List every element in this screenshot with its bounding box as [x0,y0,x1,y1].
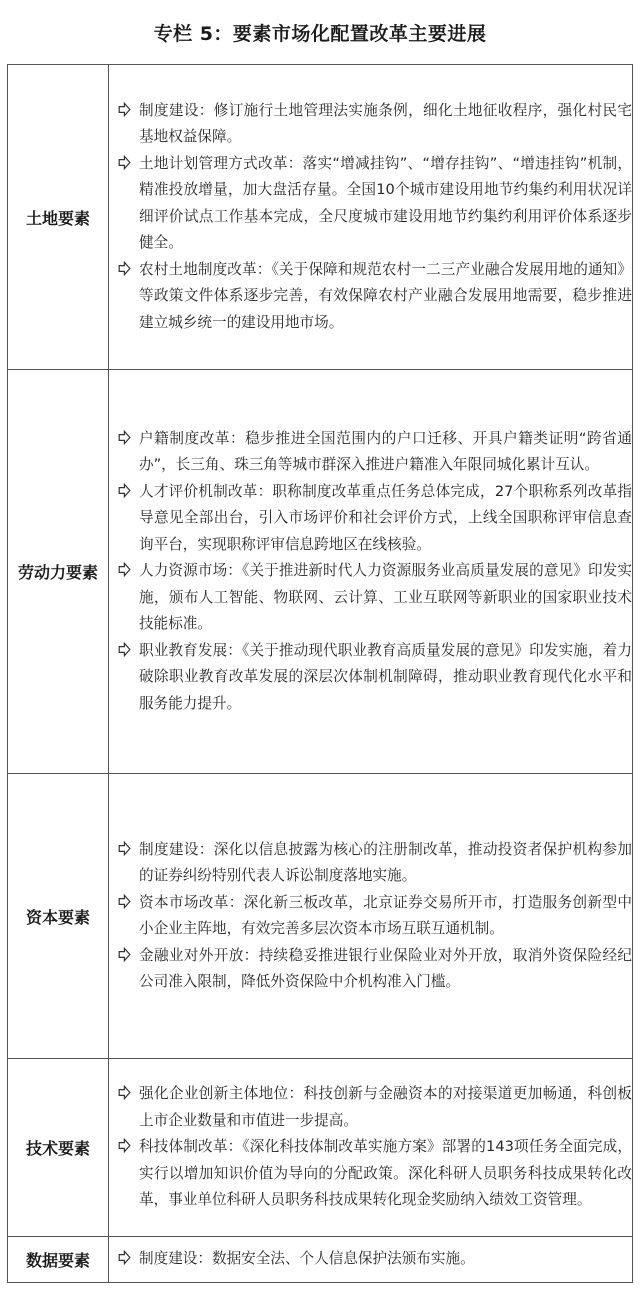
item-text: 金融业对外开放：持续稳妥推进银行业保险业对外开放，取消外资保险经纪公司准入限制，降低外资保险中介机构准入门槛。 [139,946,632,990]
hollow-right-arrow-icon [109,257,139,276]
item-text: 职业教育发展：《关于推动现代职业教育高质量发展的意见》印发实施，着力破除职业教育改革发展的深层次体制机制障碍，推动职业教育现代化水平和服务能力提升。 [139,641,632,712]
category-label: 数据要素 [8,1237,109,1283]
category-label: 技术要素 [8,1059,109,1237]
list-item [109,426,632,479]
hollow-right-arrow-icon [109,943,139,962]
item-text: 制度建设：深化以信息披露为核心的注册制改革，推动投资者保护机构参加的证券纠纷特别代表人诉讼制度落地实施。 [139,840,632,884]
hollow-right-arrow-icon [109,890,139,909]
hollow-right-arrow-icon [109,1246,139,1265]
category-label: 土地要素 [8,65,109,370]
item-text: 户籍制度改革：稳步推进全国范围内的户口迁移、开具户籍类证明“跨省通办”，长三角、珠三角等城市群深入推进户籍准入年限同城化累计互认。 [139,429,632,474]
item-list [109,370,633,774]
item-text: 人力资源市场：《关于推进新时代人力资源服务业高质量发展的意见》印发实施，颁布人工智能、物联网、云计算、工业互联网等新职业的国家职业技术技能标准。 [139,562,632,633]
hollow-right-arrow-icon [109,837,139,856]
item-list [109,774,633,1059]
hollow-right-arrow-icon [109,426,139,445]
item-text: 人才评价机制改革：职称制度改革重点任务总体完成，27个职称系列改革指导意见全部出台，引入市场评价和社会评价方式，上线全国职称评审信息查询平台，实现职称评审信息跨地区在线核验。 [139,482,632,553]
hollow-right-arrow-icon [109,151,139,170]
section-row [8,65,633,370]
list-item [109,479,632,559]
hollow-right-arrow-icon [109,638,139,657]
section-row [8,370,633,774]
section-row [8,774,633,1059]
page-title: 专栏 5：要素市场化配置改革主要进展 [153,23,487,45]
list-item [109,1134,632,1214]
item-text: 土地计划管理方式改革：落实“增减挂钩”、“增存挂钩”、“增违挂钩”机制，精准投放增量，加大盘活存量。全国10个城市建设用地节约集约利用状况详细评价试点工作基本完成，全尺度城市建设用地节约集约利用评价体系逐步健全。 [139,154,632,252]
item-text: 强化企业创新主体地位：科技创新与金融资本的对接渠道更加畅通，科创板上市企业数量和市值进一步提高。 [139,1085,632,1129]
item-list [109,1237,633,1283]
list-item [109,890,632,943]
item-text: 农村土地制度改革：《关于保障和规范农村一二三产业融合发展用地的通知》等政策文件体系逐步完善，有效保障农村产业融合发展用地需要，稳步推进建立城乡统一的建设用地市场。 [139,260,632,331]
list-item [109,257,632,337]
list-item [109,1081,632,1134]
list-item [109,151,632,257]
item-list [109,65,633,370]
hollow-right-arrow-icon [109,1081,139,1100]
section-row [8,1059,633,1237]
list-item [109,1246,632,1273]
list-item [109,837,632,890]
item-text: 资本市场改革：深化新三板改革，北京证券交易所开市，打造服务创新型中小企业主阵地，有效完善多层次资本市场互联互通机制。 [139,893,632,937]
list-item [109,98,632,151]
item-text: 制度建设：修订施行土地管理法实施条例，细化土地征收程序，强化村民宅基地权益保障。 [139,101,632,146]
item-text: 科技体制改革：《深化科技体制改革实施方案》部署的143项任务全面完成，实行以增加知识价值为导向的分配政策。深化科研人员职务科技成果转化改革，事业单位科研人员职务科技成果转化现金奖励纳入绩效工资管理。 [139,1138,632,1209]
section-row [8,1237,633,1283]
list-item [109,558,632,638]
category-label: 资本要素 [8,774,109,1059]
hollow-right-arrow-icon [109,1134,139,1153]
list-item [109,943,632,996]
category-label: 劳动力要素 [8,370,109,774]
list-item [109,638,632,718]
hollow-right-arrow-icon [109,479,139,498]
item-text: 制度建设：数据安全法、个人信息保护法颁布实施。 [139,1250,475,1268]
hollow-right-arrow-icon [109,98,139,117]
reform-progress-table [7,64,633,1283]
item-list [109,1059,633,1237]
hollow-right-arrow-icon [109,558,139,577]
